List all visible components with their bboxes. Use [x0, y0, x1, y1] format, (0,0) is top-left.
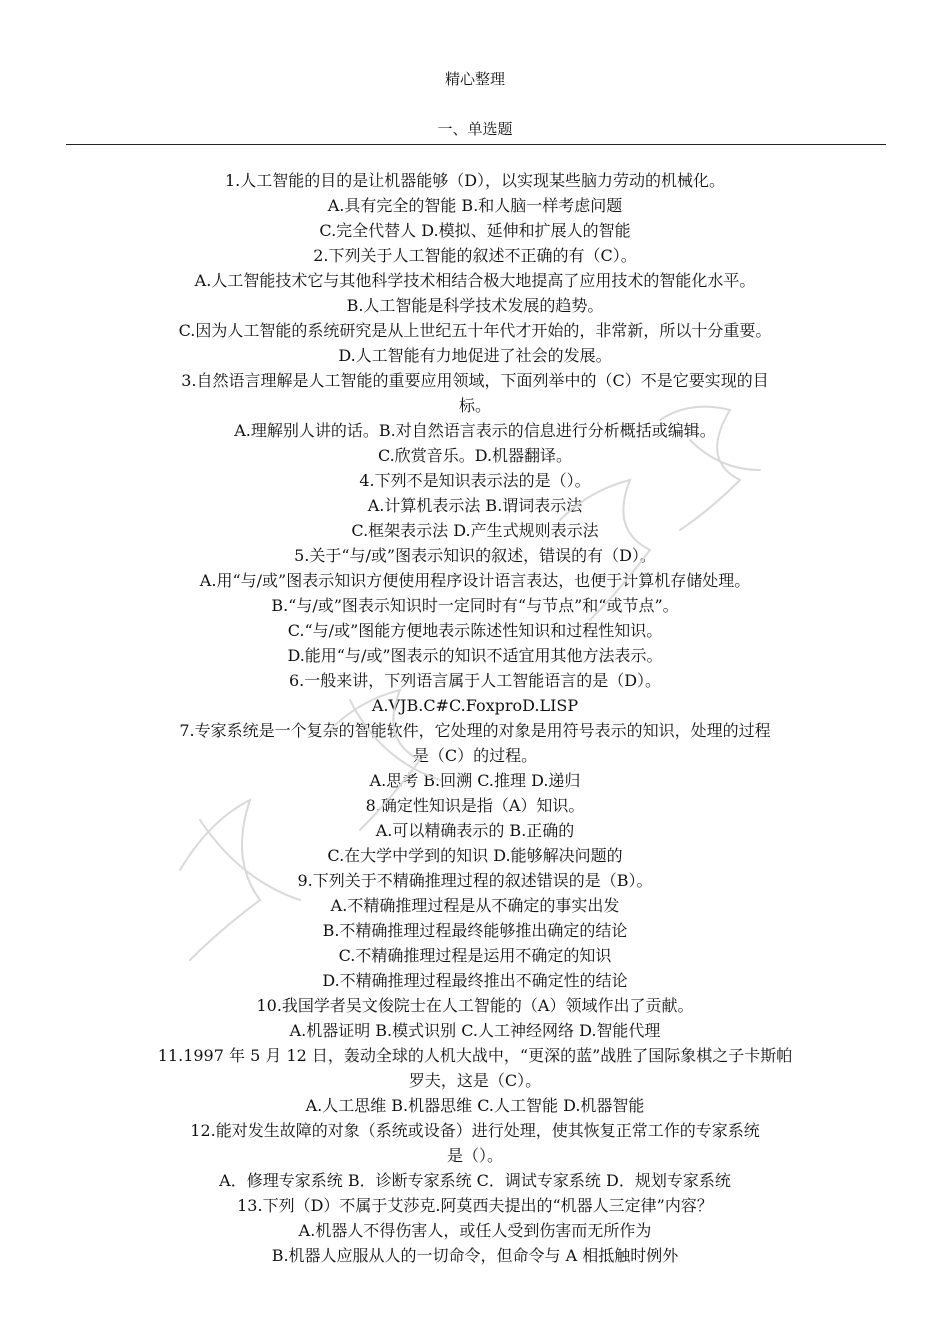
text-line: 8.确定性知识是指（A）知识。: [365, 796, 585, 815]
text-line: 罗夫，这是（C）。: [408, 1071, 542, 1090]
text-line: C.因为人工智能的系统研究是从上世纪五十年代才开始的，非常新，所以十分重要。: [178, 321, 772, 340]
text-line: 6.一般来讲，下列语言属于人工智能语言的是（D）。: [288, 671, 662, 690]
page-header-title: 精心整理: [444, 70, 505, 88]
text-line: B.不精确推理过程最终能够推出确定的结论: [322, 921, 628, 940]
text-line: D.能用“与/或”图表示的知识不适宜用其他方法表示。: [287, 646, 663, 665]
text-line: D.人工智能有力地促进了社会的发展。: [338, 346, 612, 365]
text-line: C.完全代替人 D.模拟、延伸和扩展人的智能: [319, 221, 631, 240]
text-line: D.不精确推理过程最终推出不确定性的结论: [322, 971, 628, 990]
text-line: C.“与/或”图能方便地表示陈述性知识和过程性知识。: [287, 621, 663, 640]
text-line: 9.下列关于不精确推理过程的叙述错误的是（B）。: [297, 871, 653, 890]
text-line: A.不精确推理过程是从不确定的事实出发: [330, 896, 620, 915]
text-line: 2.下列关于人工智能的叙述不正确的有（C）。: [313, 246, 637, 265]
question-list: [100, 168, 850, 1268]
text-line: 5.关于“与/或”图表示知识的叙述，错误的有（D）。: [294, 546, 656, 565]
text-line: A.计算机表示法 B.谓词表示法: [367, 496, 583, 515]
text-line: B.机器人应服从人的一切命令，但命令与 A 相抵触时例外: [271, 1246, 679, 1265]
text-line: 13.下列（D）不属于艾莎克.阿莫西夫提出的“机器人三定律”内容？: [237, 1196, 713, 1215]
header-rule: [66, 144, 886, 145]
text-line: A．修理专家系统 B．诊断专家系统 C．调试专家系统 D．规划专家系统: [219, 1171, 731, 1190]
text-line: B.人工智能是科学技术发展的趋势。: [346, 296, 604, 315]
text-line: C.框架表示法 D.产生式规则表示法: [351, 521, 599, 540]
text-line: 11.1997 年 5 月 12 日，轰动全球的人机大战中，“更深的蓝”战胜了国际象棋之子卡斯帕: [157, 1046, 793, 1065]
text-line: C.不精确推理过程是运用不确定的知识: [338, 946, 612, 965]
text-line: A.机器证明 B.模式识别 C.人工神经网络 D.智能代理: [289, 1021, 661, 1040]
text-line: 10.我国学者吴文俊院士在人工智能的（A）领域作出了贡献。: [256, 996, 694, 1015]
text-line: A.理解别人讲的话。B.对自然语言表示的信息进行分析概括或编辑。: [234, 421, 716, 440]
text-line: 1.人工智能的目的是让机器能够（D），以实现某些脑力劳动的机械化。: [224, 171, 726, 190]
text-line: A.具有完全的智能 B.和人脑一样考虑问题: [327, 196, 623, 215]
text-line: C.在大学中学到的知识 D.能够解决问题的: [327, 846, 623, 865]
text-line: C.欣赏音乐。D.机器翻译。: [377, 446, 573, 465]
text-line: 4.下列不是知识表示法的是（）。: [359, 471, 591, 490]
text-line: A.人工智能技术它与其他科学技术相结合极大地提高了应用技术的智能化水平。: [194, 271, 756, 290]
text-line: A.思考 B.回溯 C.推理 D.递归: [369, 771, 581, 790]
text-line: A.可以精确表示的 B.正确的: [375, 821, 575, 840]
text-line: A.人工思维 B.机器思维 C.人工智能 D.机器智能: [305, 1096, 645, 1115]
text-line: A.机器人不得伤害人，或任人受到伤害而无所作为: [298, 1221, 652, 1240]
text-line: 3.自然语言理解是人工智能的重要应用领域，下面列举中的（C）不是它要实现的目: [181, 371, 769, 390]
text-line: A.用“与/或”图表示知识方便使用程序设计语言表达，也便于计算机存储处理。: [199, 571, 751, 590]
section-title: 一、单选题: [437, 120, 513, 138]
text-line: 7.专家系统是一个复杂的智能软件，它处理的对象是用符号表示的知识，处理的过程: [179, 721, 771, 740]
text-line: A.VJB.C#C.FoxproD.LISP: [371, 696, 579, 715]
text-line: 是（C）的过程。: [412, 746, 538, 765]
text-line: B.“与/或”图表示知识时一定同时有“与节点”和“或节点”。: [271, 596, 679, 615]
text-line: 是（）。: [446, 1146, 503, 1165]
text-line: 标。: [458, 396, 491, 415]
text-line: 12.能对发生故障的对象（系统或设备）进行处理，使其恢复正常工作的专家系统: [190, 1121, 760, 1140]
